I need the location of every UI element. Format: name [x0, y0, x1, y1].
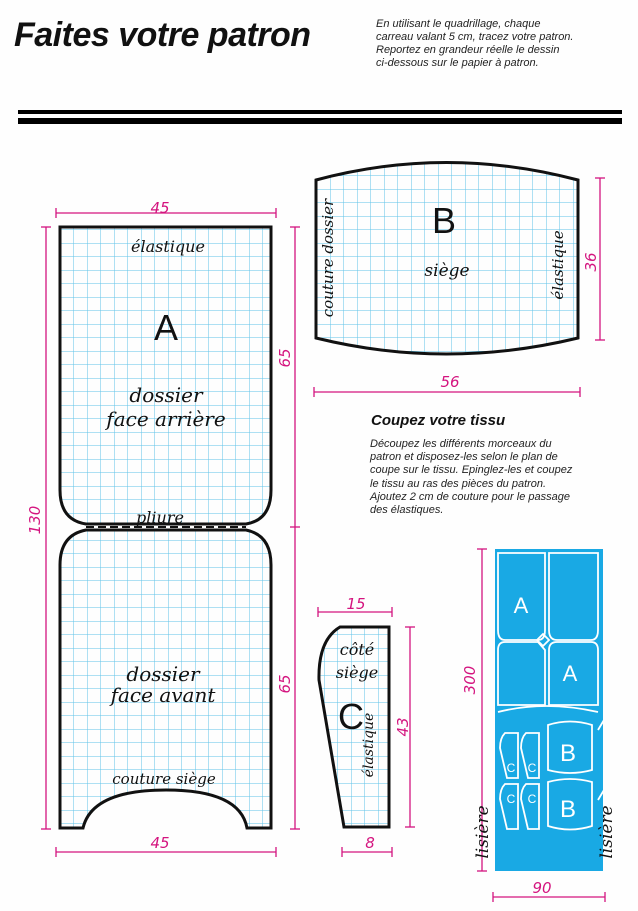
cutting-line: patron et disposez-les selon le plan de	[370, 451, 558, 464]
cutting-line: Ajoutez 2 cm de couture pour le passage	[370, 490, 570, 503]
cutting-line: des élastiques.	[370, 504, 444, 517]
piece-a-letter: A	[153, 307, 179, 348]
back-label-1: dossier	[129, 383, 203, 407]
dim-a-bottom: 45	[150, 834, 170, 852]
fold-label: pliure	[136, 508, 184, 527]
dim-c-bottom: 8	[365, 834, 375, 852]
dim-a-height: 130	[26, 505, 44, 535]
siege-c-label: siège	[335, 663, 379, 682]
dim-a-lower: 65	[276, 674, 294, 694]
cutting-line: Découpez les différents morceaux du	[370, 438, 552, 450]
piece-c	[319, 627, 389, 827]
intro-line: ci-dessous sur le papier à patron.	[376, 57, 539, 69]
dim-c-top: 15	[346, 595, 366, 613]
cote-label: côté	[339, 640, 375, 659]
layout-a-1: A	[513, 593, 529, 618]
selvage-right-label: lisière	[597, 805, 617, 859]
couture-siege-label: couture siège	[112, 770, 216, 788]
dim-a-top: 45	[150, 199, 170, 217]
piece-b	[316, 163, 578, 355]
dim-b-width: 56	[440, 373, 460, 391]
dim-c-height: 43	[394, 717, 412, 737]
front-label-2: face avant	[110, 683, 216, 707]
layout-c-2: C	[527, 761, 537, 775]
intro-line: En utilisant le quadrillage, chaque	[376, 18, 541, 30]
selvage-left-label: lisière	[473, 805, 493, 859]
layout-b-2: B	[559, 796, 577, 823]
elastique-c-label: élastique	[361, 712, 377, 778]
layout-b-1: B	[559, 740, 577, 767]
layout-c-4: C	[527, 792, 537, 806]
intro-line: Reportez en grandeur réelle le dessin	[376, 44, 560, 56]
cutting-line: coupe sur le tissu. Epinglez-les et coupez	[370, 464, 573, 477]
dim-b-height: 36	[582, 252, 600, 272]
dim-fabric-height: 300	[461, 665, 479, 695]
cutting-layout	[495, 549, 604, 871]
cutting-title: Coupez votre tissu	[371, 412, 506, 429]
siege-label: siège	[424, 261, 470, 281]
dim-fabric-width: 90	[532, 879, 552, 897]
elastique-label: élastique	[131, 237, 205, 256]
dim-a-upper: 65	[276, 348, 294, 368]
layout-c-3: C	[506, 792, 516, 806]
intro-line: carreau valant 5 cm, tracez votre patron.	[376, 31, 574, 43]
cutting-line: le tissu au ras des pièces du patron.	[370, 477, 547, 490]
piece-a	[60, 227, 272, 829]
page-title: Faites votre patron	[14, 16, 311, 54]
front-label-1: dossier	[126, 662, 200, 686]
elastique-b-label: élastique	[549, 230, 567, 300]
layout-a-2: A	[562, 661, 578, 686]
layout-c-1: C	[506, 761, 516, 775]
couture-dossier-label: couture dossier	[319, 198, 337, 318]
piece-c-letter: C	[338, 696, 364, 737]
piece-b-letter: B	[431, 200, 457, 241]
back-label-2: face arrière	[106, 407, 226, 431]
